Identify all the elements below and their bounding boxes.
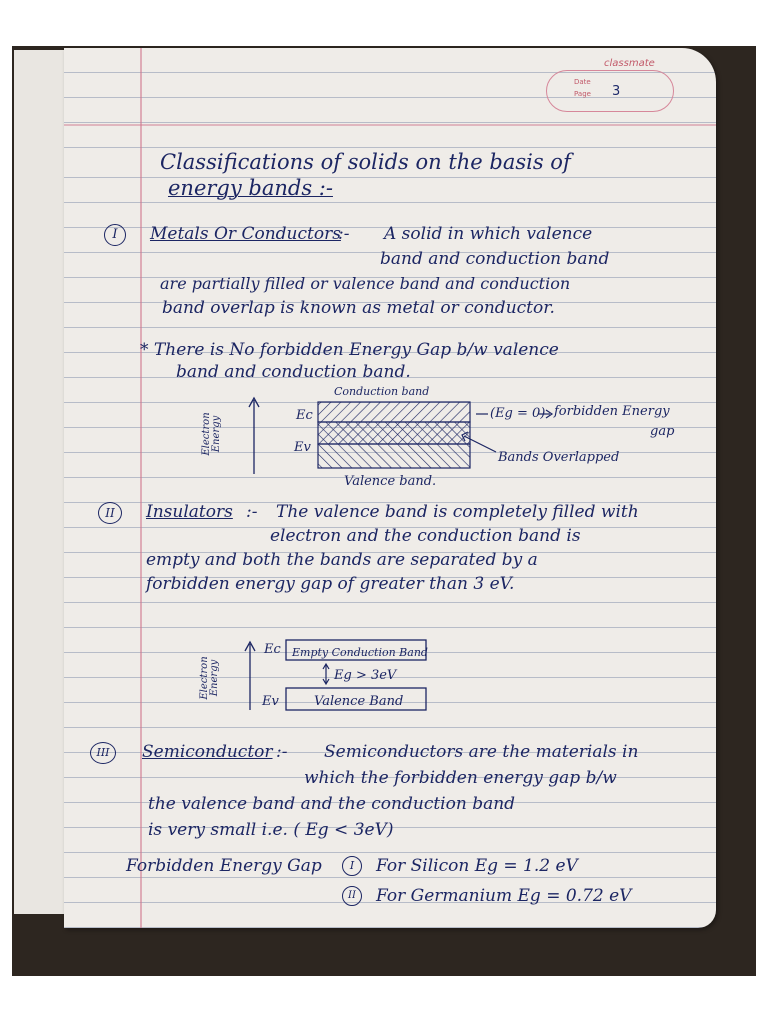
- metals-separator: :-: [338, 224, 350, 244]
- insulator-ev-label: Ev: [262, 694, 279, 709]
- metals-line-3: are partially filled or valence band and conduction: [160, 274, 571, 293]
- semiconductor-line-3: the valence band and the conduction band: [148, 794, 516, 814]
- header-line: [64, 124, 716, 126]
- forbidden-gap-label-line-2: gap: [650, 424, 675, 439]
- semiconductor-line-2: which the forbidden energy gap b/w: [304, 768, 617, 788]
- ev-label: Ev: [294, 440, 311, 455]
- semiconductor-line-4: is very small i.e. ( Eg < 3eV): [148, 820, 394, 840]
- section-number-2: II: [98, 502, 122, 524]
- insulator-ec-label: Ec: [264, 642, 281, 657]
- empty-conduction-band-label: Empty Conduction Band: [292, 646, 428, 659]
- date-label: Date: [574, 78, 591, 86]
- insulator-axis-label: Electron Energy: [199, 656, 220, 700]
- section-number-1: I: [104, 224, 126, 246]
- valence-band-label: Valence band.: [344, 474, 437, 489]
- bands-overlapped-label: Bands Overlapped: [498, 450, 620, 465]
- metals-line-2: band and conduction band: [380, 249, 610, 269]
- notebook-brand-box: [544, 58, 694, 118]
- forbidden-gap-heading: Forbidden Energy Gap: [126, 856, 322, 876]
- brand-name: classmate: [604, 58, 655, 69]
- page-label: Page: [574, 90, 591, 98]
- notebook-page: [64, 48, 716, 928]
- insulators-line-3: empty and both the bands are separated by a: [146, 550, 538, 570]
- previous-page-edge: [14, 50, 67, 914]
- gap-item-number-1: I: [342, 856, 362, 876]
- insulators-term: Insulators: [146, 502, 233, 522]
- semiconductor-line-1: Semiconductors are the materials in: [324, 742, 639, 762]
- band-overlap-drawing: [214, 380, 704, 492]
- forbidden-gap-label-line-1: forbidden Energy: [554, 404, 670, 419]
- page-number: 3: [612, 84, 621, 99]
- date-page-oval: [546, 70, 674, 112]
- gap-item-number-2: II: [342, 886, 362, 906]
- germanium-gap-value: For Germanium Eg = 0.72 eV: [376, 886, 632, 906]
- eg-zero-label: (Eg = 0): [490, 406, 546, 421]
- metals-line-1: A solid in which valence: [384, 224, 593, 244]
- insulator-valence-band-label: Valence Band: [314, 694, 404, 709]
- semiconductor-term: Semiconductor: [142, 742, 273, 762]
- ec-label: Ec: [296, 408, 313, 423]
- heading-line-1: Classifications of solids on the basis of: [160, 150, 571, 174]
- insulators-line-4: forbidden energy gap of greater than 3 eV.: [146, 574, 515, 594]
- band-overlap-diagram: [201, 380, 704, 492]
- insulators-separator: :-: [246, 502, 258, 522]
- insulator-gap-label: Eg > 3eV: [334, 668, 397, 683]
- metals-line-4: band overlap is known as metal or conductor.: [162, 298, 555, 318]
- semiconductor-separator: :-: [276, 742, 288, 762]
- insulators-line-2: electron and the conduction band is: [270, 526, 581, 546]
- silicon-gap-value: For Silicon Eg = 1.2 eV: [376, 856, 578, 876]
- metals-note-line-1: * There is No forbidden Energy Gap b/w valence: [140, 340, 559, 360]
- conduction-band-label: Conduction band: [334, 385, 430, 398]
- heading-line-2: energy bands :-: [168, 176, 333, 200]
- metals-term: Metals Or Conductors: [150, 224, 341, 244]
- metals-note-line-2: band and conduction band.: [176, 362, 411, 382]
- insulators-line-1: The valence band is completely filled with: [276, 502, 639, 522]
- electron-energy-axis-label: Electron Energy: [201, 412, 222, 456]
- insulator-band-diagram: [199, 632, 494, 722]
- margin-line: [140, 48, 142, 928]
- section-number-3: III: [90, 742, 116, 764]
